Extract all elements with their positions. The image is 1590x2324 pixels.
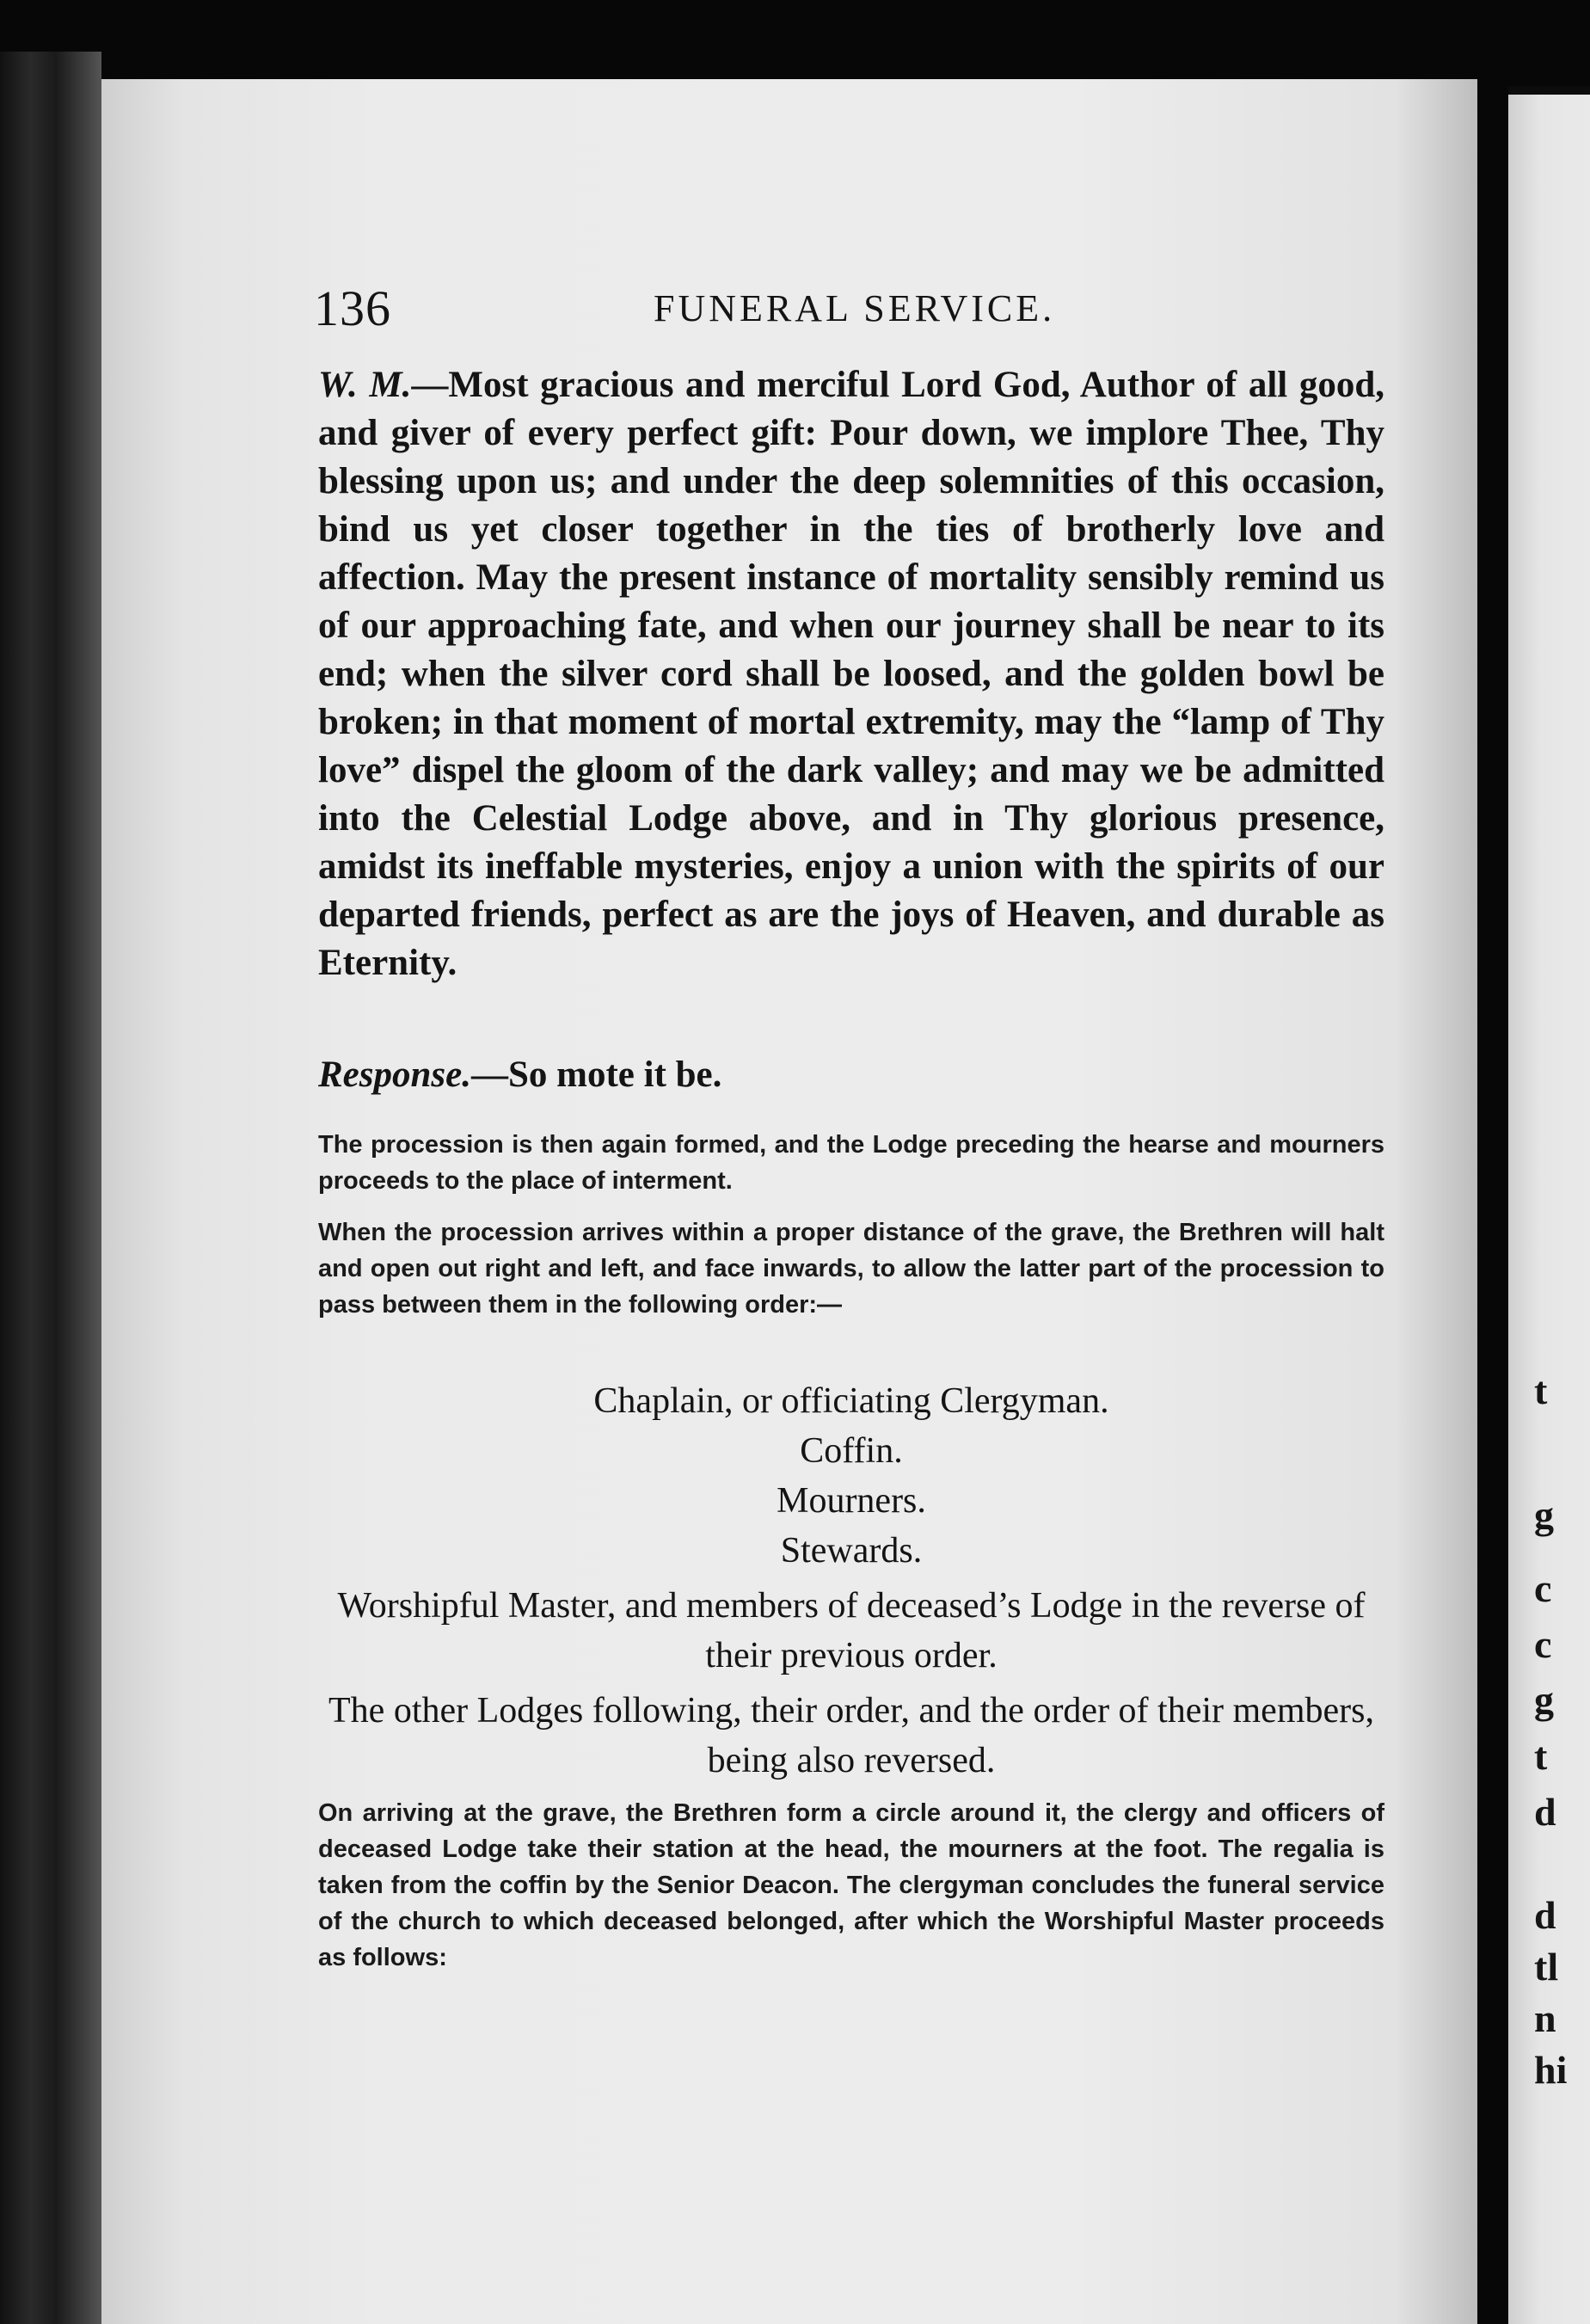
response-line: [318, 1051, 1384, 1099]
order-line-worshipful-master: Worshipful Master, and members of deceased’s Lodge in the reverse of their previous order.: [337, 1586, 1366, 1675]
facing-page-fragment: g: [1534, 1678, 1554, 1722]
running-head: FUNERAL SERVICE.: [654, 287, 1056, 329]
facing-page-fragment: tl: [1534, 1945, 1559, 1989]
order-line-other-lodges: The other Lodges following, their order, and the order of their members, being also reversed.: [328, 1691, 1374, 1780]
procession-order: [318, 1376, 1384, 1786]
page-number: 136: [314, 280, 391, 336]
facing-page-fragment: t: [1534, 1734, 1548, 1778]
facing-page-fragment: hi: [1534, 2048, 1568, 2092]
facing-page-fragment: d: [1534, 1790, 1556, 1834]
order-line-mourners: Mourners.: [777, 1481, 926, 1521]
page-header: [314, 280, 1389, 340]
facing-page-fragment: g: [1534, 1493, 1554, 1537]
rubric-procession-formed: The procession is then again formed, and the Lodge preceding the hearse and mourners proceeds to the place of interment.: [318, 1131, 1384, 1195]
prayer-text: —Most gracious and merciful Lord God, Author of all good, and giver of every perfect gift: Pour down, we implore Thee, Thy blessing upon us; and under the deep solemnities of this occasion, bind us yet closer together in the ties of brotherly love and affection. May the present instance of mortality sensibly remind us of our approaching fate, and when our journey shall be near to its end; when the silver cord shall be loosed, and the golden bowl be broken; in that moment of mortal extremity, may the “lamp of Thy love” dispel the gloom of the dark valley; and may we be admitted into the Celestial Lodge above, and in Thy glorious presence, amidst its ineffable mysteries, enjoy a union with the spirits of our departed friends, perfect as are the joys of Heaven, and durable as Eternity.: [318, 365, 1384, 983]
book-left-edge: [0, 52, 101, 2324]
rubric-arriving-at-grave: On arriving at the grave, the Brethren form a circle around it, the clergy and officers of deceased Lodge take their station at the head, the mourners at the foot. The regalia is taken from the coffin by the Senior Deacon. The clergyman concludes the funeral service of the church to which deceased belonged, after which the Worshipful Master proceeds as follows:: [318, 1799, 1384, 1971]
facing-page-fragment: c: [1534, 1566, 1552, 1610]
book-gutter: [1477, 52, 1508, 2324]
order-line-coffin: Coffin.: [800, 1431, 903, 1471]
order-line-chaplain: Chaplain, or officiating Clergyman.: [593, 1381, 1109, 1421]
prayer-speaker: W. M.: [318, 365, 412, 405]
facing-page-fragment: t: [1534, 1368, 1548, 1412]
facing-page-fragment: d: [1534, 1893, 1556, 1937]
rubric-procession-arrives: When the procession arrives within a proper distance of the grave, the Brethren will halt and open out right and left, and face inwards, to allow the latter part of the procession to pass between them in the following order:—: [318, 1219, 1384, 1319]
response-speaker: Response.: [318, 1054, 471, 1095]
facing-page-fragment: n: [1534, 1996, 1556, 2040]
facing-page-fragment: c: [1534, 1622, 1552, 1666]
response-text: —So mote it be.: [470, 1054, 722, 1095]
scan-top-border: [0, 0, 1590, 86]
facing-page-edge: [1508, 95, 1590, 2324]
prayer-paragraph: [318, 361, 1384, 987]
order-line-stewards: Stewards.: [780, 1531, 923, 1571]
